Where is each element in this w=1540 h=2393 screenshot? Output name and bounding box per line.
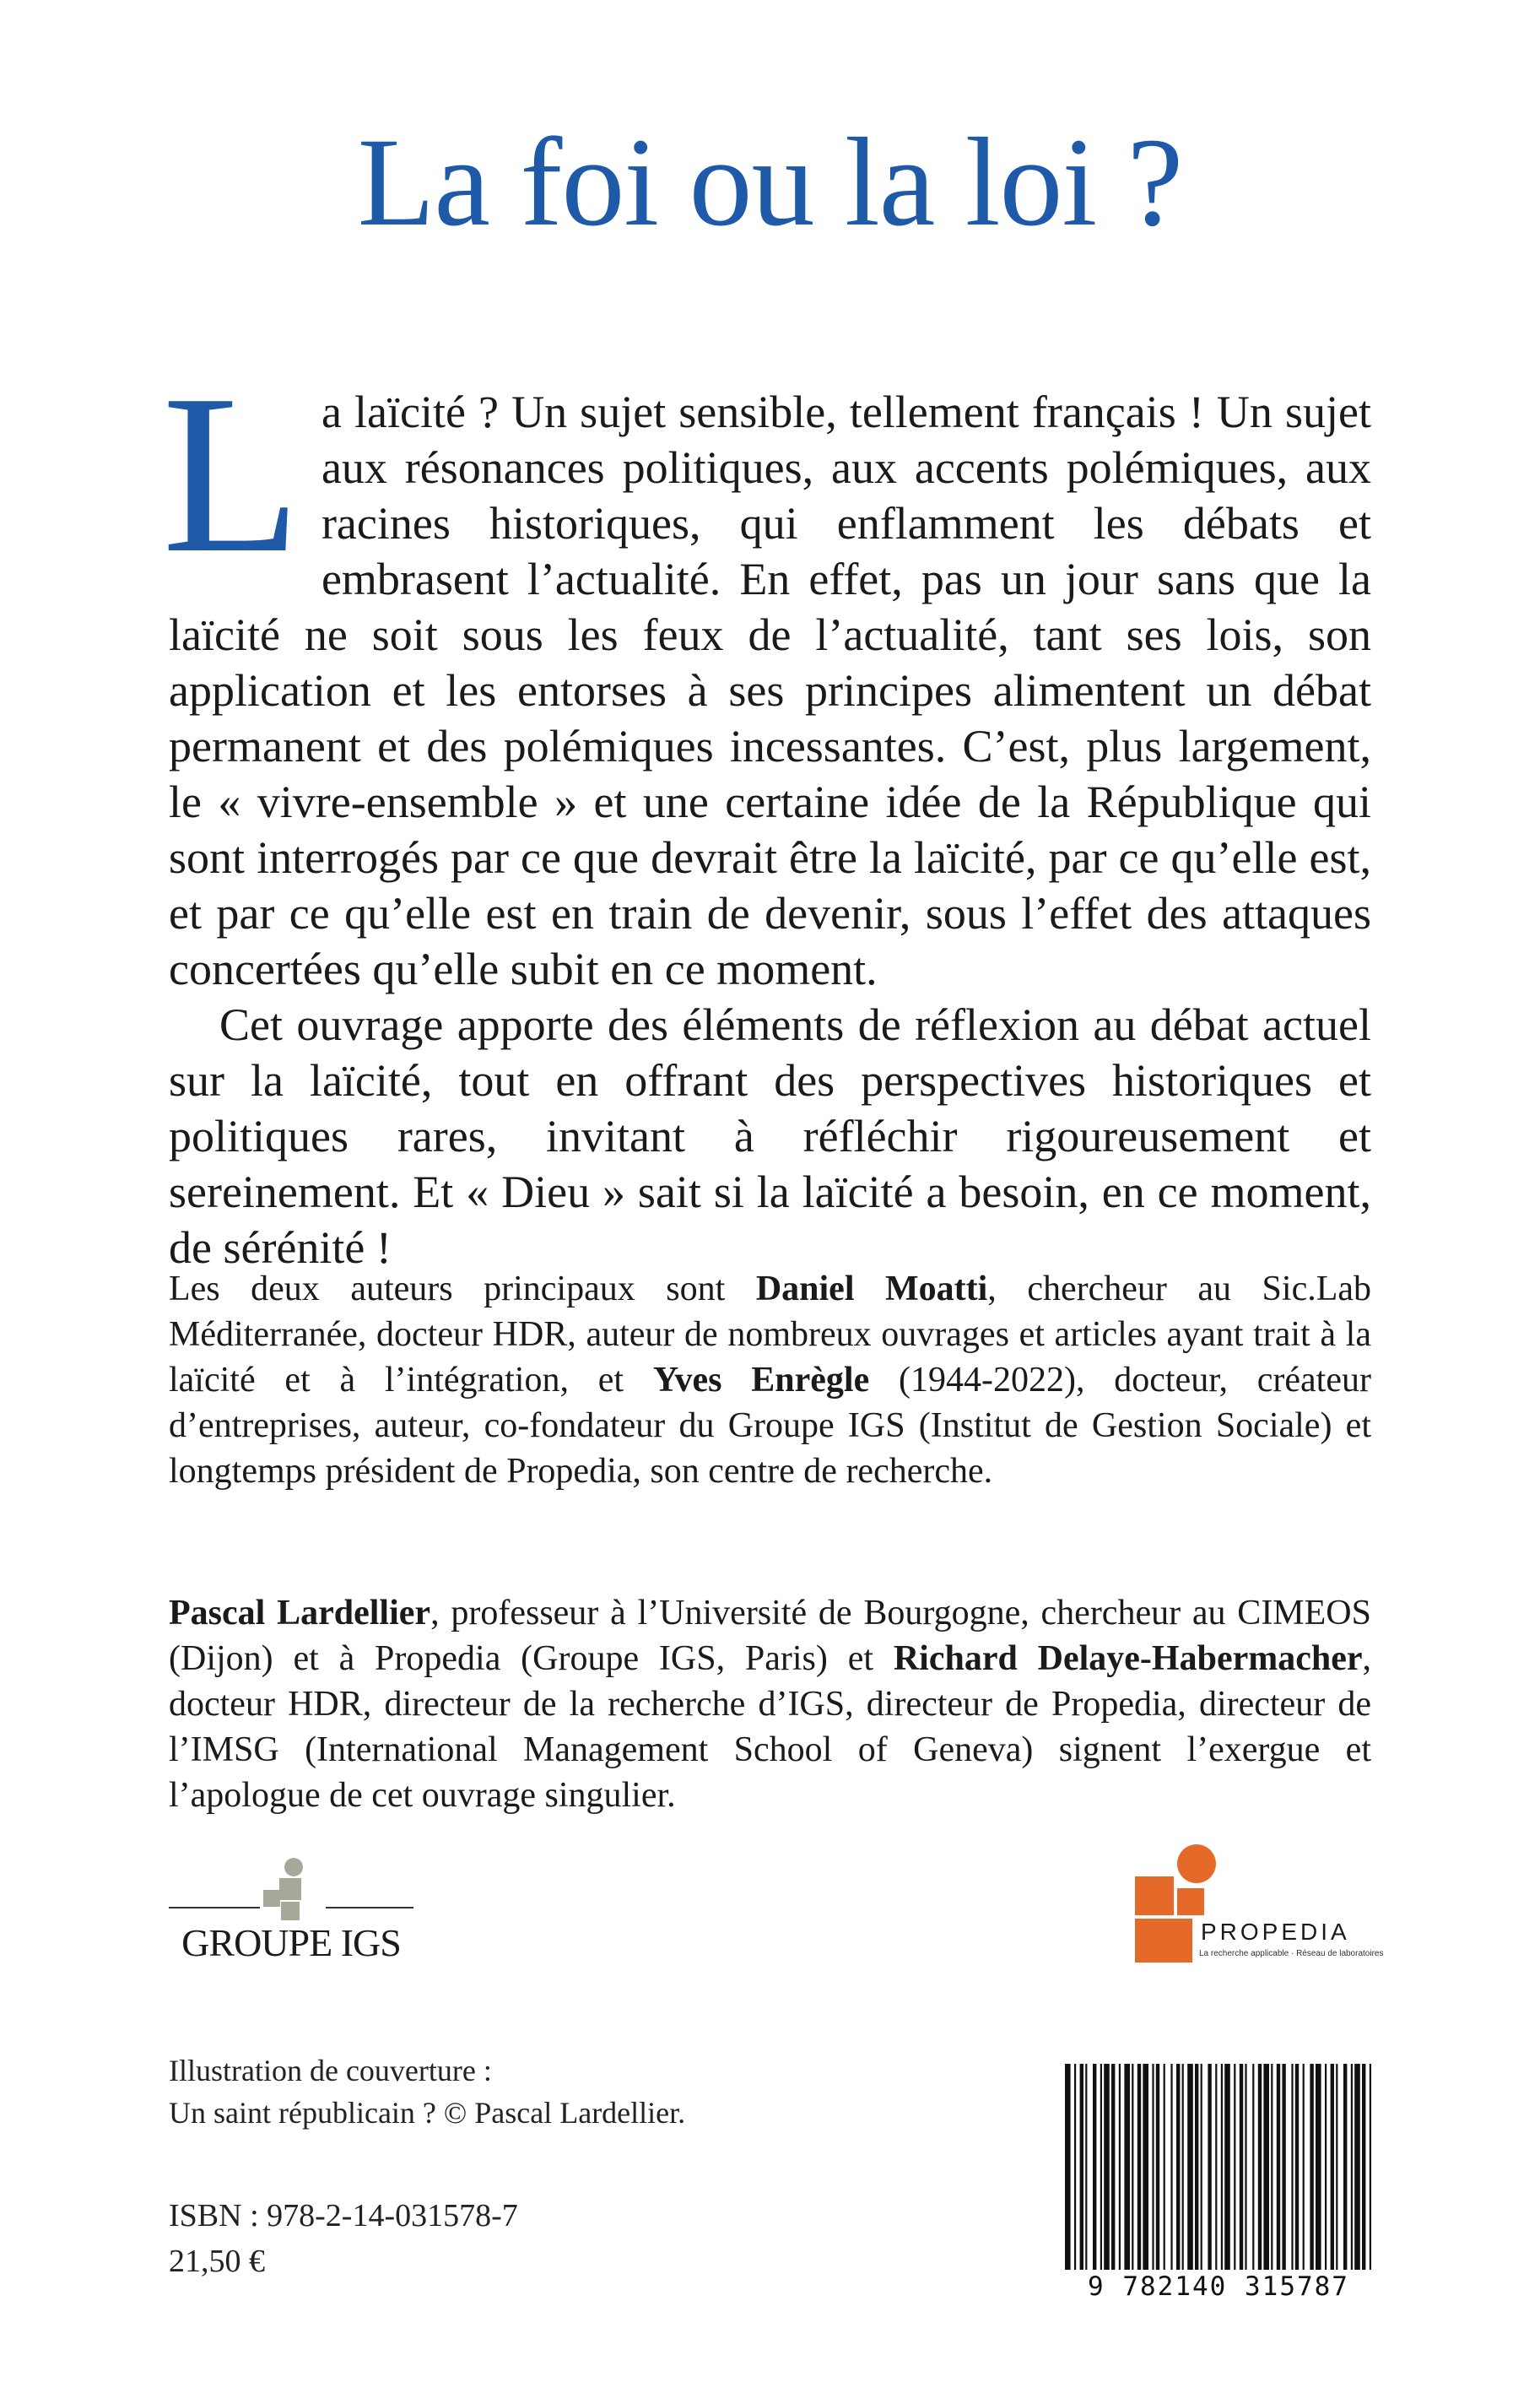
- barcode-bar: [1303, 2064, 1305, 2270]
- barcode-bar: [1263, 2064, 1269, 2270]
- propedia-mark-dot: [1177, 1844, 1216, 1883]
- igs-mark-square: [263, 1890, 280, 1907]
- barcode-bar: [1093, 2064, 1096, 2270]
- propedia-mark-square: [1135, 1876, 1174, 1915]
- barcode-digits: 9 782140 315787: [1088, 2271, 1349, 2302]
- barcode-bar: [1291, 2064, 1293, 2270]
- barcode-bar: [1245, 2064, 1246, 2270]
- barcode-bar: [1170, 2064, 1172, 2270]
- barcode-bar: [1224, 2064, 1230, 2270]
- barcode-bar: [1331, 2064, 1334, 2270]
- barcode-bar: [1325, 2064, 1327, 2270]
- barcode-bar: [1215, 2064, 1217, 2270]
- barcode-bar: [1080, 2064, 1083, 2270]
- barcode-bar: [1362, 2064, 1365, 2270]
- barcode-bar: [1156, 2064, 1159, 2270]
- bio-text: (1944-2022), docteur, créateur d’entreprises, auteur, co-fondateur du Groupe IGS (Institut de Gestion Sociale) et longtemps président de Propedia, son centre de recherche.: [169, 1361, 1371, 1491]
- contributors-bio-paragraph: [169, 1590, 1371, 1818]
- isbn-number: ISBN : 978-2-14-031578-7: [169, 2198, 518, 2233]
- logo-rule-right: [326, 1907, 413, 1908]
- barcode-bar: [1354, 2064, 1360, 2270]
- propedia-logo: [1135, 1844, 1384, 1971]
- barcode-bar: [1132, 2064, 1133, 2270]
- propedia-mark-square: [1135, 1919, 1192, 1963]
- barcode-bar: [1182, 2064, 1184, 2270]
- barcode-bar: [1221, 2064, 1223, 2270]
- barcode-bar: [1065, 2064, 1071, 2270]
- barcode-bar: [1111, 2064, 1115, 2270]
- barcode-bar: [1336, 2064, 1337, 2270]
- barcode-bars: [1062, 2062, 1375, 2273]
- cover-illustration-credit: [169, 2049, 928, 2134]
- barcode-bar: [1143, 2064, 1148, 2270]
- isbn-price-block: [169, 2193, 928, 2284]
- credit-line-2: Un saint républicain ? © Pascal Lardellier.: [169, 2096, 686, 2130]
- propedia-mark-square: [1177, 1888, 1204, 1915]
- author-name-richard-delaye-habermacher: Richard Delaye-Habermacher: [893, 1639, 1363, 1678]
- barcode-bar: [1104, 2064, 1110, 2270]
- barcode-bar: [1277, 2064, 1280, 2270]
- author-name-pascal-lardellier: Pascal Lardellier: [169, 1594, 431, 1632]
- barcode-bar: [1258, 2064, 1262, 2270]
- barcode-bar: [1271, 2064, 1273, 2270]
- barcode-bar: [1085, 2064, 1087, 2270]
- barcode-bar: [1195, 2064, 1198, 2270]
- authors-bio-paragraph: [169, 1266, 1371, 1494]
- barcode-bar: [1310, 2064, 1313, 2270]
- author-name-daniel-moatti: Daniel Moatti: [755, 1270, 988, 1308]
- price: 21,50 €: [169, 2244, 265, 2279]
- blurb-paragraph-2: Cet ouvrage apporte des éléments de réflexion au débat actuel sur la laïcité, tout en offrant des perspectives historiques et politiques rares, invitant à réfléchir rigoureusement et sereinement. Et « Dieu » sait si la laïcité a besoin, en ce moment, de sérénité !: [169, 999, 1371, 1273]
- barcode-bar: [1252, 2064, 1254, 2270]
- bio-text: , professeur à l’Université de Bourgogne, chercheur au CIMEOS (Dijon) et à Propedia (Groupe IGS, Paris) et: [169, 1594, 1371, 1678]
- igs-mark-square: [281, 1902, 300, 1920]
- propedia-logo-text: PROPEDIA: [1201, 1919, 1350, 1945]
- barcode-bar: [1351, 2064, 1353, 2270]
- barcode-bar: [1074, 2064, 1076, 2270]
- barcode-bar: [1343, 2064, 1347, 2270]
- author-name-yves-enregle: Yves Enrègle: [652, 1361, 870, 1400]
- barcode-bar: [1100, 2064, 1102, 2270]
- igs-logo-text: GROUPE IGS: [181, 1921, 401, 1964]
- igs-mark-square: [279, 1878, 301, 1900]
- barcode-bar: [1137, 2064, 1141, 2270]
- blurb-paragraph-1-text: a laïcité ? Un sujet sensible, tellement français ! Un sujet aux résonances politiques, aux accents polémiques, aux racines historiques, qui enflamment les débats et embrasent l’actualité. En effet, pas un jour sans que la laïcité ne soit sous les feux de l’actualité, tant ses lois, son application et les entorses à ses principes alimentent un débat permanent et des polémiques incessantes. C’est, plus largement, le « vivre-ensemble » et une certaine idée de la République qui sont interrogés par ce que devrait être la laïcité, par ce qu’elle est, et par ce qu’elle est en train de devenir, sous l’effet des attaques concertées qu’elle subit en ce moment.: [169, 387, 1371, 994]
- barcode-bar: [1152, 2064, 1154, 2270]
- barcode-bar: [1295, 2064, 1299, 2270]
- barcode-bar: [1208, 2064, 1211, 2270]
- logo-rule-left: [169, 1907, 260, 1908]
- barcode-bar: [1164, 2064, 1165, 2270]
- bio-text: , chercheur au Sic.Lab Méditerranée, docteur HDR, auteur de nombreux ouvrages et articles ayant trait à la laïcité et à l’intégration, et: [169, 1270, 1372, 1400]
- blurb-paragraph-1: [162, 348, 1371, 997]
- ean-barcode: [1062, 2062, 1375, 2320]
- barcode-bar: [1201, 2064, 1202, 2270]
- bio-text: , docteur HDR, directeur de la recherche d’IGS, directeur de Propedia, directeur de l’IMSG (International Management School of Geneva) signent l’exergue et l’apologue de cet ouvrage singulier.: [169, 1639, 1371, 1815]
- barcode-bar: [1124, 2064, 1130, 2270]
- bio-text: Les deux auteurs principaux sont: [169, 1270, 756, 1308]
- book-title: La foi ou la loi ?: [357, 112, 1183, 252]
- propedia-tagline: La recherche applicable · Réseau de laboratoires: [1199, 1949, 1384, 1958]
- credit-line-1: Illustration de couverture :: [169, 2054, 492, 2087]
- barcode-bar: [1176, 2064, 1180, 2270]
- barcode-bar: [1187, 2064, 1193, 2270]
- groupe-igs-logo: [169, 1853, 413, 1964]
- barcode-bar: [1370, 2064, 1371, 2270]
- barcode-bar: [1240, 2064, 1243, 2270]
- barcode-bar: [1234, 2064, 1235, 2270]
- igs-mark-dot: [284, 1858, 303, 1876]
- back-cover-blurb: [162, 348, 1371, 1275]
- barcode-bar: [1282, 2064, 1285, 2270]
- drop-cap: L: [162, 348, 301, 600]
- barcode-bar: [1316, 2064, 1321, 2270]
- barcode-bar: [1119, 2064, 1121, 2270]
